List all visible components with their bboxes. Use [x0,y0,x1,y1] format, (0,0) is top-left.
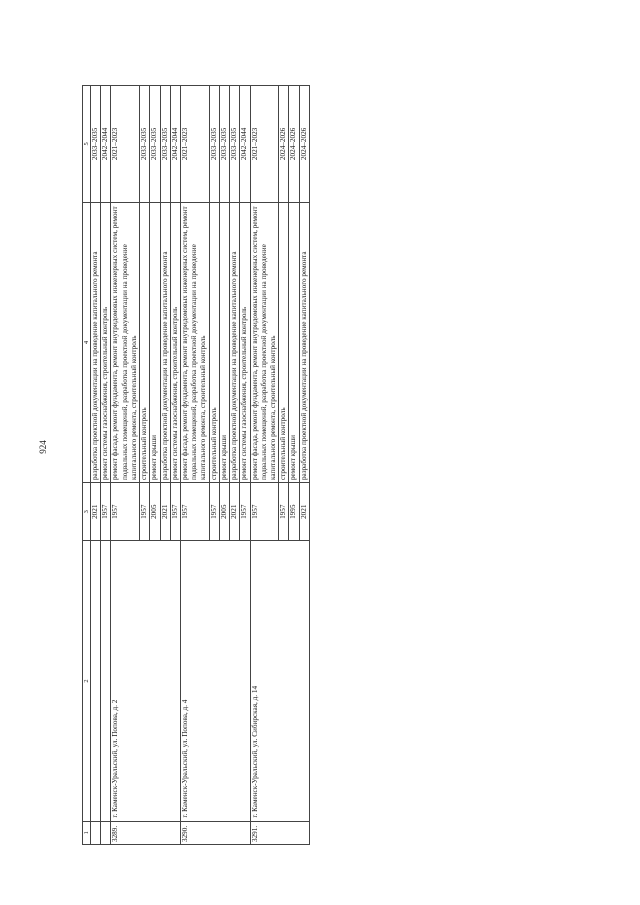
planned-period: 2024–2026 [299,86,309,203]
work-type: разработка проектной документации на проведение капитального ремонта [91,202,101,482]
house-address: г. Каменск-Уральский, ул. Попова, д. 4 [180,541,250,821]
planned-period: 2042–2044 [101,86,111,203]
column-number-row [83,86,91,845]
planned-period: 2021–2023 [111,86,140,203]
work-type: ремонт системы газоснабжения, строительный контроль [240,202,250,482]
planned-period: 2024–2026 [289,86,299,203]
work-type: строительный контроль [140,202,150,482]
work-type: разработка проектной документации на проведение капитального ремонта [230,202,240,482]
commissioning-year: 1957 [140,483,150,541]
column-number-2: 2 [83,541,91,821]
work-type: ремонт системы газоснабжения, строительный контроль [101,202,111,482]
house-index: 3291. [250,821,309,844]
commissioning-year: 1957 [209,483,219,541]
commissioning-year: 1957 [170,483,180,541]
planned-period: 2042–2044 [170,86,180,203]
house-index [101,821,111,844]
planned-period: 2021–2023 [250,86,279,203]
work-type: ремонт фасада, ремонт фундамента, ремонт внутридомовых инженерных систем, ремонт подвальных помещений, разработка проектной документации на проведение капитального ремонта, строительный контроль [180,202,209,482]
table-body [91,86,310,845]
house-index: 3290. [180,821,250,844]
table-row [111,86,140,845]
house-address: г. Каменск-Уральский, ул. Сибирская, д. 14 [250,541,309,821]
column-number-3: 3 [83,483,91,541]
commissioning-year: 1957 [101,483,111,541]
commissioning-year: 2021 [91,483,101,541]
table-row [91,86,101,845]
work-type: строительный контроль [279,202,289,482]
column-number-4: 4 [83,202,91,482]
work-type: ремонт фасада, ремонт фундамента, ремонт внутридомовых инженерных систем, ремонт подвальных помещений, разработка проектной документации на проведение капитального ремонта, строительный контроль [111,202,140,482]
house-address [101,541,111,821]
work-type: ремонт крыши [289,202,299,482]
planned-period: 2033–2035 [91,86,101,203]
rotated-page [82,85,602,845]
work-type: разработка проектной документации на проведение капитального ремонта [160,202,170,482]
commissioning-year: 1957 [180,483,209,541]
work-type: строительный контроль [209,202,219,482]
commissioning-year: 2005 [150,483,160,541]
commissioning-year: 2005 [219,483,229,541]
work-type: ремонт крыши [150,202,160,482]
house-index [91,821,101,844]
column-number-5: 5 [83,86,91,203]
commissioning-year: 1957 [240,483,250,541]
commissioning-year: 1995 [289,483,299,541]
table-row [180,86,209,845]
commissioning-year: 1957 [250,483,279,541]
planned-period: 2033–2035 [160,86,170,203]
table-row [101,86,111,845]
commissioning-year: 2021 [299,483,309,541]
planned-period: 2033–2035 [230,86,240,203]
planned-period: 2042–2044 [240,86,250,203]
work-type: ремонт крыши [219,202,229,482]
planned-period: 2024–2026 [279,86,289,203]
commissioning-year: 1957 [279,483,289,541]
column-number-1: 1 [83,821,91,844]
work-type: ремонт системы газоснабжения, строительный контроль [170,202,180,482]
commissioning-year: 1957 [111,483,140,541]
commissioning-year: 2021 [160,483,170,541]
planned-period: 2033–2035 [209,86,219,203]
planned-period: 2033–2035 [140,86,150,203]
planned-period: 2033–2035 [219,86,229,203]
repair-schedule-table [82,85,310,845]
commissioning-year: 2021 [230,483,240,541]
work-type: ремонт фасада, ремонт фундамента, ремонт внутридомовых инженерных систем, ремонт подвальных помещений, разработка проектной документации на проведение капитального ремонта, строительный контроль [250,202,279,482]
house-index: 3289. [111,821,181,844]
table-row [250,86,279,845]
work-type: разработка проектной документации на проведение капитального ремонта [299,202,309,482]
house-address: г. Каменск-Уральский, ул. Попова, д. 2 [111,541,181,821]
page-number: 924 [37,440,48,454]
planned-period: 2021–2023 [180,86,209,203]
planned-period: 2033–2035 [150,86,160,203]
house-address [91,541,101,821]
